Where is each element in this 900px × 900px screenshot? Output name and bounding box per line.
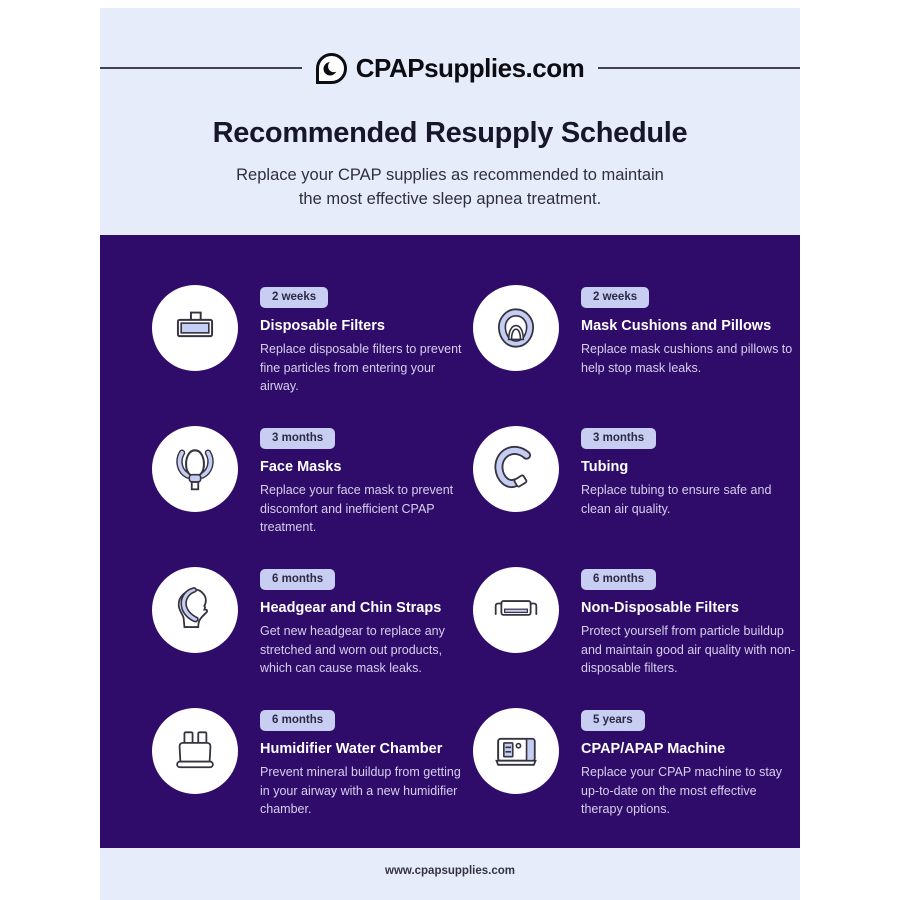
item-icon-circle <box>473 426 559 512</box>
brand-logo <box>316 53 584 84</box>
item-headgear-chin-straps <box>152 567 473 708</box>
logo-row <box>100 46 800 90</box>
footer <box>100 848 800 900</box>
item-description: Replace tubing to ensure safe and clean air quality. <box>581 483 772 516</box>
item-description: Replace mask cushions and pillows to help stop mask leaks. <box>581 342 793 375</box>
item-title: Face Masks <box>260 459 342 475</box>
item-non-disposable-filters <box>473 567 800 708</box>
footer-url: www.cpapsupplies.com <box>385 865 515 877</box>
item-icon-circle <box>473 285 559 371</box>
schedule-panel <box>100 235 800 848</box>
item-title: Non-Disposable Filters <box>581 600 739 616</box>
item-title: Tubing <box>581 459 629 475</box>
item-icon-circle <box>152 426 238 512</box>
item-icon-circle <box>152 567 238 653</box>
infographic-page <box>100 8 800 900</box>
interval-badge: 6 months <box>260 710 335 731</box>
interval-badge: 2 weeks <box>581 287 649 308</box>
item-description: Get new headgear to replace any stretched and worn out products, which can cause mask leaks. <box>260 624 445 675</box>
item-title: Disposable Filters <box>260 318 385 334</box>
mask-cushion-icon <box>490 302 542 354</box>
tubing-icon <box>490 443 542 495</box>
logo-divider-left <box>100 67 302 69</box>
item-icon-circle <box>152 708 238 794</box>
item-icon-circle <box>152 285 238 371</box>
logo-divider-right <box>598 67 800 69</box>
item-icon-circle <box>473 708 559 794</box>
headgear-icon <box>169 584 221 636</box>
item-icon-circle <box>473 567 559 653</box>
item-title: Humidifier Water Chamber <box>260 741 443 757</box>
non-disposable-filter-icon <box>490 584 542 636</box>
item-description: Replace your face mask to prevent discomfort and inefficient CPAP treatment. <box>260 483 454 534</box>
subtitle-line-1: Replace your CPAP supplies as recommended to maintain <box>236 166 664 184</box>
crescent-moon-icon <box>316 53 347 84</box>
item-title: Mask Cushions and Pillows <box>581 318 772 334</box>
subtitle-line-2: the most effective sleep apnea treatment. <box>298 190 602 208</box>
item-disposable-filters <box>152 285 473 426</box>
interval-badge: 6 months <box>581 569 656 590</box>
page-subtitle <box>100 163 800 211</box>
item-description: Replace your CPAP machine to stay up-to-date on the most effective therapy options. <box>581 765 783 816</box>
brand-name: CPAPsupplies.com <box>355 52 585 83</box>
cpap-machine-icon <box>490 725 542 777</box>
interval-badge: 5 years <box>581 710 645 731</box>
interval-badge: 3 months <box>581 428 656 449</box>
interval-badge: 3 months <box>260 428 335 449</box>
interval-badge: 2 weeks <box>260 287 328 308</box>
item-humidifier-water-chamber <box>152 708 473 849</box>
item-description: Prevent mineral buildup from getting in your airway with a new humidifier chamber. <box>260 765 461 816</box>
item-description: Replace disposable filters to prevent fine particles from entering your airway. <box>260 342 462 393</box>
item-title: CPAP/APAP Machine <box>581 741 726 757</box>
humidifier-chamber-icon <box>169 725 221 777</box>
page-title: Recommended Resupply Schedule <box>212 117 688 149</box>
item-face-masks <box>152 426 473 567</box>
header <box>100 8 800 235</box>
interval-badge: 6 months <box>260 569 335 590</box>
item-mask-cushions <box>473 285 800 426</box>
disposable-filter-icon <box>169 302 221 354</box>
item-tubing <box>473 426 800 567</box>
item-cpap-apap-machine <box>473 708 800 849</box>
item-description: Protect yourself from particle buildup and maintain good air quality with non-disposable filters. <box>581 624 796 675</box>
face-mask-icon <box>169 443 221 495</box>
item-title: Headgear and Chin Straps <box>260 600 442 616</box>
